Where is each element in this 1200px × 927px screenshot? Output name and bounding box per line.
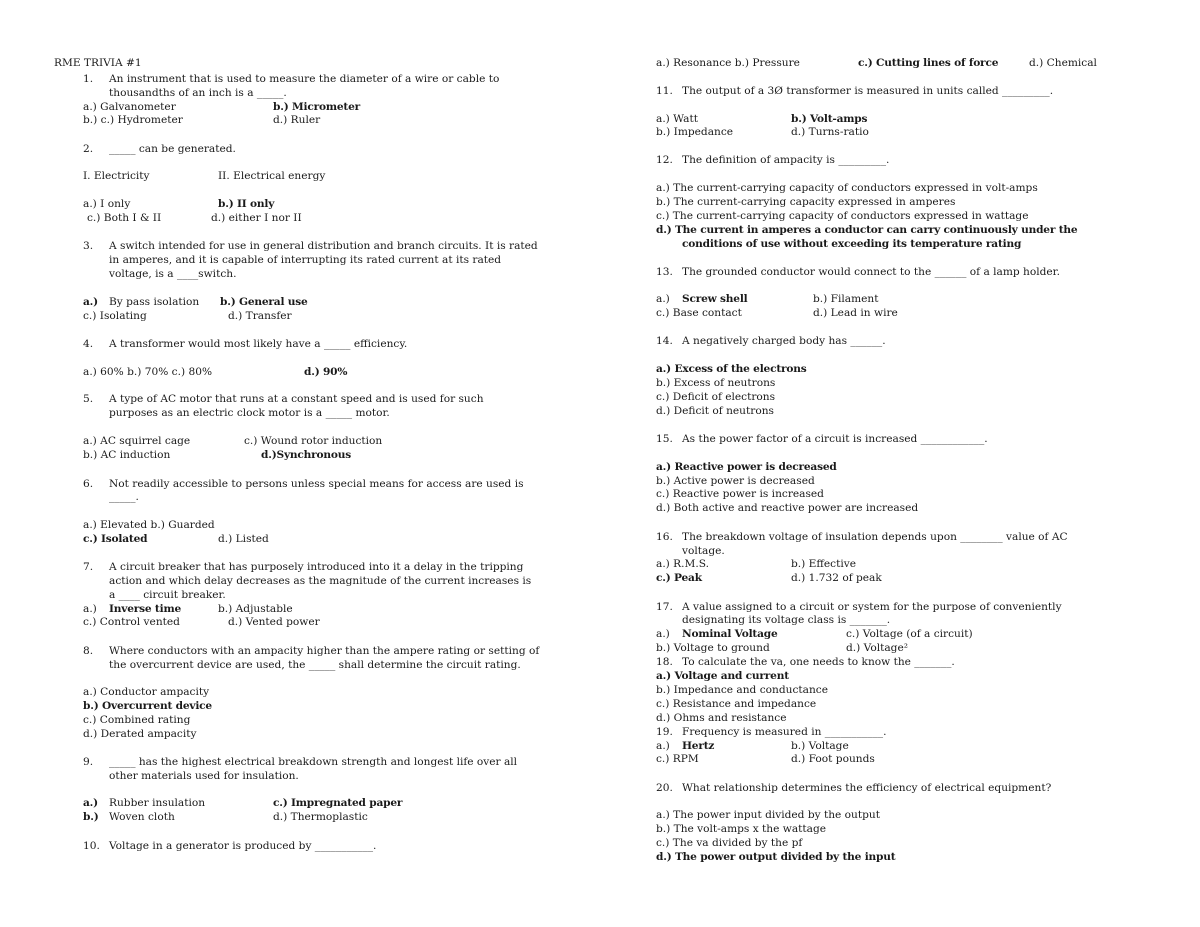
answer-option-a: Screw shell: [682, 293, 748, 305]
question-number: 11.: [656, 85, 673, 97]
option-c: c.) Base contact: [656, 307, 742, 319]
option-a: a.) The current-carrying capacity of conductors expressed in volt-amps: [656, 182, 1038, 194]
options-ab: a.) Resonance b.) Pressure: [656, 57, 800, 69]
option-d: d.) Transfer: [228, 310, 292, 322]
option-b: b.) Active power is decreased: [656, 475, 815, 487]
option-c: c.) Voltage (of a circuit): [846, 628, 973, 640]
option-c: b.) Impedance: [656, 126, 734, 138]
question-text: other materials used for insulation.: [109, 770, 299, 782]
question-number: 1.: [83, 73, 94, 85]
page-title: RME TRIVIA #1: [54, 57, 142, 69]
option-b: Woven cloth: [109, 811, 175, 823]
option-c: c.) RPM: [656, 753, 699, 765]
answer-option-d: d.)Synchronous: [261, 449, 352, 461]
question-text: A type of AC motor that runs at a constant speed and is used for such: [109, 393, 484, 405]
answer-option-b: b.) Micrometer: [273, 101, 361, 113]
question-number: 10.: [83, 840, 100, 852]
answer-option-a: Hertz: [682, 740, 715, 752]
answer-option-c: c.) Cutting lines of force: [858, 57, 999, 69]
option-b: b.) Voltage: [791, 740, 849, 752]
question-text: voltage.: [682, 545, 725, 557]
option-b: b.) AC induction: [83, 449, 171, 461]
answer-option-c: c.) Peak: [656, 572, 702, 584]
question-number: 20.: [656, 782, 673, 794]
answer-option-a: a.) Excess of the electrons: [656, 363, 807, 375]
option-d: d.) Listed: [218, 533, 269, 545]
option-a: a.) Conductor ampacity: [83, 686, 210, 698]
option-d: d.) Vented power: [228, 616, 320, 628]
option-d: d.) Ruler: [273, 114, 321, 126]
answer-option-a: Inverse time: [109, 603, 181, 615]
question-text: As the power factor of a circuit is increased ____________.: [682, 433, 988, 445]
answer-option-d: d.) The power output divided by the input: [656, 851, 896, 863]
question-text: a ____ circuit breaker.: [109, 589, 226, 601]
question-text: The grounded conductor would connect to the ______ of a lamp holder.: [682, 266, 1060, 278]
question-text: Voltage in a generator is produced by ___________.: [109, 840, 377, 852]
option-b: b.) Filament: [813, 293, 879, 305]
question-text: action and which delay decreases as the magnitude of the current increases is: [109, 575, 532, 587]
option-c: c.) The va divided by the pf: [656, 837, 803, 849]
option-a: a.) Watt: [656, 113, 698, 125]
answer-option-a: a.) Reactive power is decreased: [656, 461, 837, 473]
question-text: The breakdown voltage of insulation depends upon ________ value of AC: [682, 531, 1068, 543]
option-b: b.) The current-carrying capacity expressed in amperes: [656, 196, 956, 208]
option-b-label: b.): [83, 811, 99, 823]
option-b: b.) Effective: [791, 558, 857, 570]
option-a: By pass isolation: [109, 296, 200, 308]
question-text: voltage, is a ____switch.: [109, 268, 237, 280]
question-text: A transformer would most likely have a _____ efficiency.: [109, 338, 408, 350]
option-c: c.) Resistance and impedance: [656, 698, 817, 710]
question-text: the overcurrent device are used, the _____ shall determine the circuit rating.: [109, 659, 521, 671]
option-a-label: a.): [83, 603, 97, 615]
option-c: c.) Deficit of electrons: [656, 391, 776, 403]
statement-ii: II. Electrical energy: [218, 170, 326, 182]
question-text: A negatively charged body has ______.: [682, 335, 886, 347]
options-abc: a.) 60% b.) 70% c.) 80%: [83, 366, 213, 378]
question-number: 14.: [656, 335, 673, 347]
option-a-label: a.): [83, 296, 98, 308]
option-d: d.) Derated ampacity: [83, 728, 197, 740]
question-text: To calculate the va, one needs to know the _______.: [682, 656, 955, 668]
question-number: 9.: [83, 756, 94, 768]
option-a: a.) I only: [83, 198, 131, 210]
question-text: purposes as an electric clock motor is a _____ motor.: [109, 407, 390, 419]
option-c: c.) Combined rating: [83, 714, 191, 726]
option-a: a.) The power input divided by the output: [656, 809, 880, 821]
option-c: c.) Reactive power is increased: [656, 488, 824, 500]
option-b: b.) Adjustable: [218, 603, 293, 615]
question-text: _____.: [109, 491, 139, 503]
answer-option-c: c.) Isolated: [83, 533, 148, 545]
question-text: What relationship determines the efficiency of electrical equipment?: [682, 782, 1052, 794]
option-d: d.) Chemical: [1029, 57, 1097, 69]
question-number: 15.: [656, 433, 673, 445]
option-c: b.) c.) Hydrometer: [83, 114, 183, 126]
option-a-label: a.): [656, 628, 670, 640]
question-text: designating its voltage class is _______.: [682, 614, 891, 626]
answer-option-d: d.) The current in amperes a conductor can carry continuously under the: [656, 224, 1078, 236]
question-text: The output of a 3Ø transformer is measured in units called _________.: [682, 85, 1054, 97]
question-number: 12.: [656, 154, 673, 166]
question-text: in amperes, and it is capable of interrupting its rated current at its rated: [109, 254, 502, 266]
answer-option-b: b.) Volt-amps: [791, 113, 868, 125]
option-b: b.) Voltage to ground: [656, 642, 770, 654]
option-b: b.) The volt-amps x the wattage: [656, 823, 827, 835]
answer-option-c: c.) Impregnated paper: [273, 797, 403, 809]
answer-option-a: a.) Voltage and current: [656, 670, 789, 682]
answer-option-b: b.) Overcurrent device: [83, 700, 212, 712]
option-b: b.) Impedance and conductance: [656, 684, 828, 696]
answer-option-d-cont: conditions of use without exceeding its temperature rating: [682, 238, 1022, 250]
question-number: 16.: [656, 531, 673, 543]
answer-option-a: Nominal Voltage: [682, 628, 778, 640]
option-d: d.) Ohms and resistance: [656, 712, 787, 724]
question-number: 13.: [656, 266, 673, 278]
question-number: 19.: [656, 726, 673, 738]
question-text: Where conductors with an ampacity higher than the ampere rating or setting of: [109, 645, 540, 657]
option-d: d.) Deficit of neutrons: [656, 405, 774, 417]
option-a-label: a.): [83, 797, 98, 809]
question-number: 3.: [83, 240, 94, 252]
option-d: d.) either I nor II: [211, 212, 302, 224]
option-b: b.) Excess of neutrons: [656, 377, 776, 389]
option-a: a.) AC squirrel cage: [83, 435, 191, 447]
option-c: c.) Control vented: [83, 616, 180, 628]
question-number: 18.: [656, 656, 673, 668]
question-text: _____ can be generated.: [109, 143, 236, 155]
question-text: Frequency is measured in ___________.: [682, 726, 887, 738]
question-text: A value assigned to a circuit or system for the purpose of conveniently: [682, 601, 1062, 613]
option-d: d.) Thermoplastic: [273, 811, 368, 823]
question-number: 8.: [83, 645, 94, 657]
option-a: a.) R.M.S.: [656, 558, 709, 570]
question-number: 4.: [83, 338, 94, 350]
answer-option-d: d.) 90%: [304, 366, 348, 378]
question-text: A switch intended for use in general distribution and branch circuits. It is rated: [109, 240, 538, 252]
question-text: thousandths of an inch is a _____.: [109, 87, 287, 99]
question-text: The definition of ampacity is _________.: [682, 154, 890, 166]
option-d: d.) 1.732 of peak: [791, 572, 882, 584]
option-c: c.) The current-carrying capacity of conductors expressed in wattage: [656, 210, 1029, 222]
option-d: d.) Lead in wire: [813, 307, 898, 319]
option-ab: a.) Elevated b.) Guarded: [83, 519, 215, 531]
option-c: c.) Both I & II: [87, 212, 162, 224]
question-text: _____ has the highest electrical breakdown strength and longest life over all: [109, 756, 518, 768]
question-text: An instrument that is used to measure the diameter of a wire or cable to: [109, 73, 500, 85]
option-d: d.) Turns-ratio: [791, 126, 869, 138]
option-d: d.) Voltage²: [846, 642, 908, 654]
option-a-label: a.): [656, 740, 670, 752]
option-a-label: a.): [656, 293, 670, 305]
question-number: 17.: [656, 601, 673, 613]
question-number: 5.: [83, 393, 94, 405]
option-c: c.) Isolating: [83, 310, 147, 322]
statement-i: I. Electricity: [83, 170, 150, 182]
answer-option-b: b.) General use: [220, 296, 308, 308]
option-d: d.) Both active and reactive power are increased: [656, 502, 919, 514]
question-number: 6.: [83, 478, 94, 490]
option-c: c.) Wound rotor induction: [244, 435, 383, 447]
question-number: 2.: [83, 143, 94, 155]
question-text: Not readily accessible to persons unless special means for access are used is: [109, 478, 524, 490]
question-text: A circuit breaker that has purposely introduced into it a delay in the tripping: [109, 561, 524, 573]
answer-option-b: b.) II only: [218, 198, 275, 210]
option-a: a.) Galvanometer: [83, 101, 176, 113]
option-a: Rubber insulation: [109, 797, 206, 809]
option-d: d.) Foot pounds: [791, 753, 875, 765]
question-number: 7.: [83, 561, 94, 573]
